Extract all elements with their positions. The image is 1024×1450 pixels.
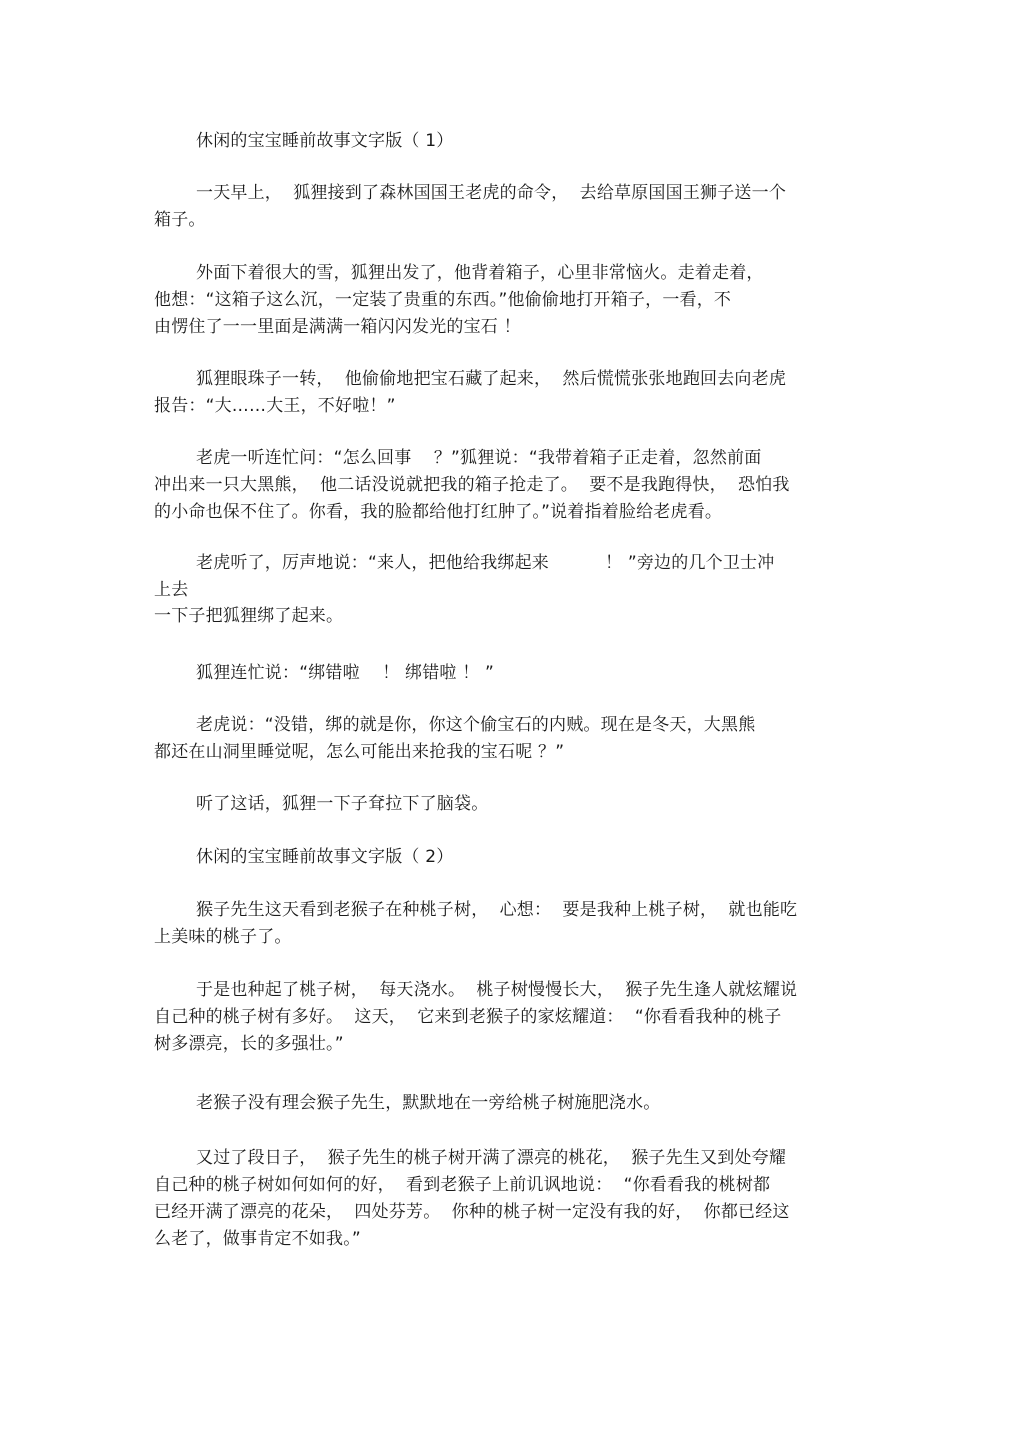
story-title: 休闲的宝宝睡前故事文字版（ 1）	[196, 131, 454, 151]
paragraph-line: 箱子。	[154, 210, 206, 230]
paragraph-line: 自己种的桃子树如何如何的好， 看到老猴子上前讥讽地说： “你看看我的桃树都	[154, 1175, 771, 1195]
paragraph-line: 一下子把狐狸绑了起来。	[154, 606, 344, 626]
paragraph-line: 狐狸连忙说：“绑错啦 ！ 绑错啦 ！ ”	[196, 663, 495, 683]
paragraph-line: 一天早上， 狐狸接到了森林国国王老虎的命令， 去给草原国国王狮子送一个	[196, 183, 787, 203]
paragraph-line: 的小命也保不住了。你看，我的脸都给他打红肿了。”说着指着脸给老虎看。	[154, 502, 723, 522]
paragraph-line: 树多漂亮，长的多强壮。”	[154, 1034, 344, 1054]
paragraph-line: 老虎听了，厉声地说：“来人，把他给我绑起来 ！ ”旁边的几个卫士冲	[196, 553, 775, 573]
paragraph-line: 么老了，做事肯定不如我。”	[154, 1229, 361, 1249]
paragraph-line: 老猴子没有理会猴子先生，默默地在一旁给桃子树施肥浇水。	[196, 1093, 661, 1113]
paragraph-line: 又过了段日子， 猴子先生的桃子树开满了漂亮的桃花， 猴子先生又到处夸耀	[196, 1148, 787, 1168]
paragraph-line: 听了这话，狐狸一下子耷拉下了脑袋。	[196, 794, 489, 814]
paragraph-line: 自己种的桃子树有多好。 这天， 它来到老猴子的家炫耀道： “你看看我种的桃子	[154, 1007, 782, 1027]
paragraph-line: 他想：“这箱子这么沉，一定装了贵重的东西。”他偷偷地打开箱子，一看，不	[154, 290, 732, 310]
paragraph-line: 狐狸眼珠子一转， 他偷偷地把宝石藏了起来， 然后慌慌张张地跑回去向老虎	[196, 369, 787, 389]
paragraph-line: 冲出来一只大黑熊， 他二话没说就把我的箱子抢走了。 要不是我跑得快， 恐怕我	[154, 475, 790, 495]
paragraph-line: 上美味的桃子了。	[154, 927, 292, 947]
paragraph-line: 报告：“大……大王，不好啦！”	[154, 396, 396, 416]
paragraph-line: 上去	[154, 580, 189, 600]
paragraph-line: 都还在山洞里睡觉呢，怎么可能出来抢我的宝石呢 ？”	[154, 742, 565, 762]
paragraph-line: 猴子先生这天看到老猴子在种桃子树， 心想： 要是我种上桃子树， 就也能吃	[196, 900, 798, 920]
paragraph-line: 于是也种起了桃子树， 每天浇水。 桃子树慢慢长大， 猴子先生逢人就炫耀说	[196, 980, 798, 1000]
paragraph-line: 已经开满了漂亮的花朵， 四处芬芳。 你种的桃子树一定没有我的好， 你都已经这	[154, 1202, 790, 1222]
paragraph-line: 老虎一听连忙问：“怎么回事 ？”狐狸说：“我带着箱子正走着，忽然前面	[196, 448, 762, 468]
paragraph-line: 老虎说：“没错，绑的就是你，你这个偷宝石的内贼。现在是冬天，大黑熊	[196, 715, 756, 735]
paragraph-line: 外面下着很大的雪，狐狸出发了，他背着箱子，心里非常恼火。走着走着，	[196, 263, 764, 283]
paragraph-line: 由愣住了一一里面是满满一箱闪闪发光的宝石 ！	[154, 317, 521, 337]
story-title: 休闲的宝宝睡前故事文字版（ 2）	[196, 847, 454, 867]
